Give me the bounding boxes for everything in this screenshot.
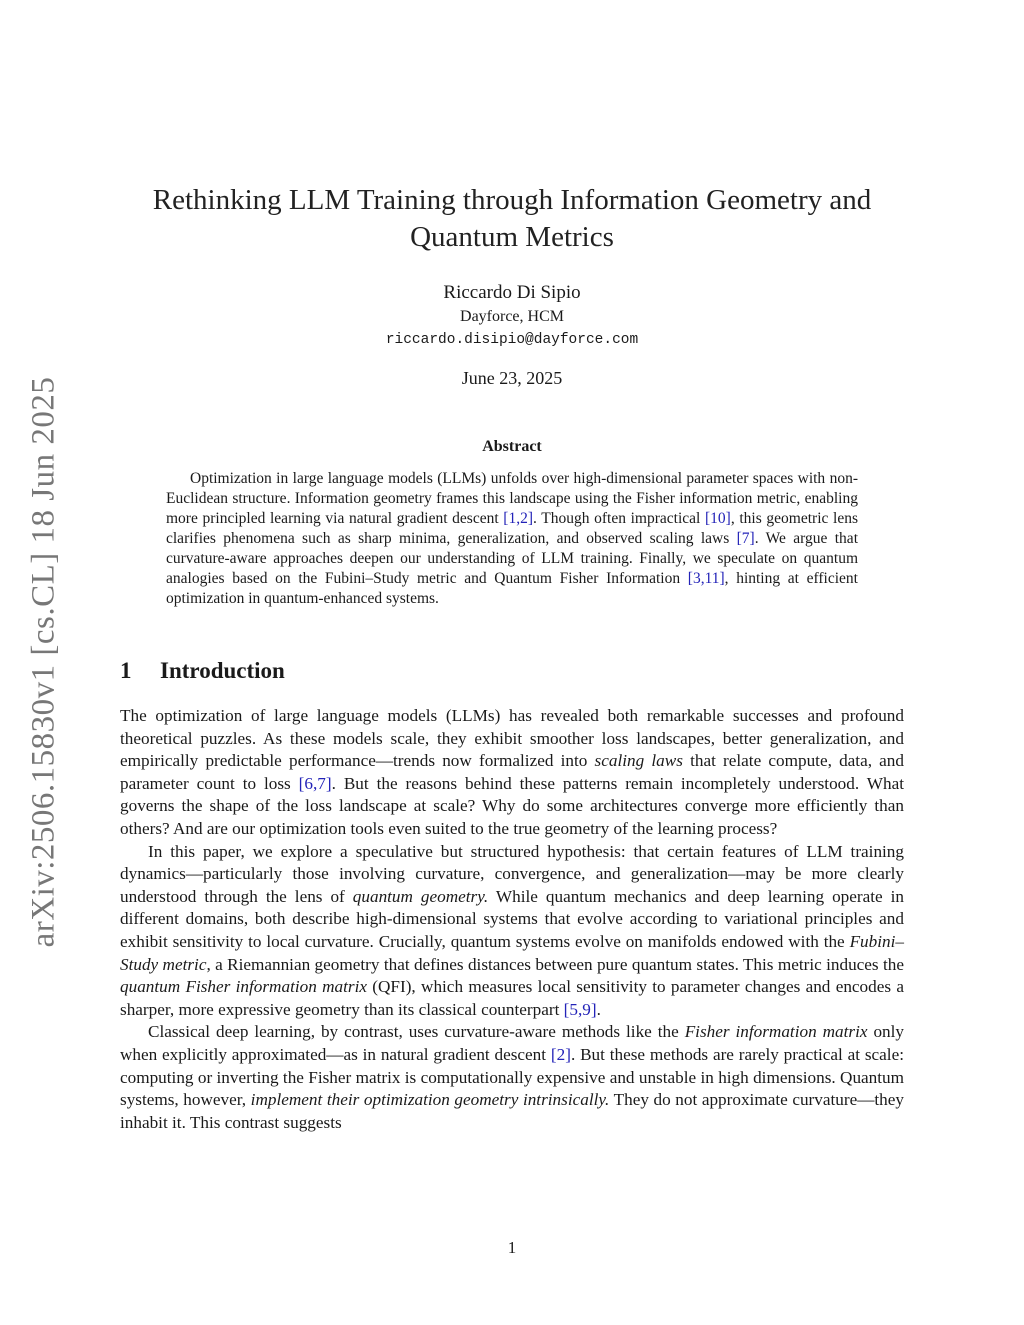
arxiv-identifier-stamp: arXiv:2506.15830v1 [cs.CL] 18 Jun 2025 <box>25 376 62 948</box>
paragraph-text-segment: . <box>596 999 601 1019</box>
abstract-text-segment: , this geometric lens clarifies phenomena such as sharp minima, generalization, and observed scaling laws <box>166 510 859 547</box>
citation-link[interactable]: [7] <box>736 530 755 547</box>
section-title: Introduction <box>160 658 285 683</box>
section-number: 1 <box>120 658 132 683</box>
abstract-text <box>166 469 858 609</box>
paragraph-text-segment: They do not approximate curvature—they inhabit it. This contrast suggests <box>120 1090 904 1132</box>
citation-link[interactable]: [6,7] <box>298 773 332 793</box>
paragraph-2 <box>120 841 904 1022</box>
paragraph-text-segment: that relate compute, data, and parameter count to loss <box>120 751 904 793</box>
author-email: riccardo.disipio@dayforce.com <box>385 332 639 348</box>
paragraph-1 <box>120 705 904 841</box>
paragraph-text-segment: , a Riemannian geometry that defines distances between pure quantum states. This metric induces the <box>206 954 904 974</box>
abstract-text-segment: . Though often impractical <box>533 510 705 527</box>
abstract-text-segment: . We argue that curvature-aware approaches deepen our understanding of LLM training. Finally, we speculate on quantum analogies based on the Fubini–Study metric and Quantum Fisher Information <box>166 530 858 587</box>
abstract-heading: Abstract <box>482 438 542 455</box>
emphasis-text: scaling laws <box>594 751 683 771</box>
abstract-text-segment: , hinting at efficient optimization in quantum-enhanced systems. <box>166 570 858 607</box>
introduction-body <box>120 705 904 1134</box>
emphasis-text: Fisher information matrix <box>684 1022 868 1042</box>
paper-title-line-2: Quantum Metrics <box>410 221 614 253</box>
paper-title-line-1: Rethinking LLM Training through Information Geometry and <box>152 184 872 216</box>
paragraph-text-segment: The optimization of large language models (LLMs) has revealed both remarkable successes and profound theoretical puzzles. As these models scale, they exhibit smoother loss landscapes, better generalization, and empirically predictable performance—trends now formalized into <box>120 706 904 771</box>
page-number: 1 <box>507 1238 517 1257</box>
paragraph-text-segment: . But the reasons behind these patterns remain incompletely understood. What governs the shape of the loss landscape at scale? Why do some architectures converge more efficiently than others? And are our optimization tools even suited to the true geometry of the learning process? <box>120 773 904 838</box>
paragraph-3 <box>120 1021 904 1134</box>
abstract-text-segment: Optimization in large language models (LLMs) unfolds over high-dimensional parameter spaces with non-Euclidean structure. Information geometry frames this landscape using the Fisher information metric, enabling more principled learning via natural gradient descent <box>166 470 858 527</box>
section-heading-introduction <box>120 658 285 684</box>
citation-link[interactable]: [10] <box>705 510 731 527</box>
emphasis-text: quantum Fisher information matrix <box>120 977 367 997</box>
paper-date: June 23, 2025 <box>461 368 563 388</box>
citation-link[interactable]: [2] <box>550 1044 571 1064</box>
author-affiliation: Dayforce, HCM <box>460 308 564 325</box>
emphasis-text: quantum geometry. <box>352 886 489 906</box>
citation-link[interactable]: [1,2] <box>503 510 533 527</box>
citation-link[interactable]: [5,9] <box>563 999 597 1019</box>
paper-title <box>120 182 904 256</box>
citation-link[interactable]: [3,11] <box>687 570 725 587</box>
paragraph-text-segment: While quantum mechanics and deep learning operate in different domains, both describe high-dimensional systems that evolve according to variational principles and exhibit sensitivity to local curvature. Crucially, quantum systems evolve on manifolds endowed with the <box>120 886 904 951</box>
emphasis-text: implement their optimization geometry intrinsically. <box>250 1090 610 1110</box>
paragraph-text-segment: only when explicitly approximated—as in natural gradient descent <box>120 1022 905 1064</box>
author-name: Riccardo Di Sipio <box>443 282 581 303</box>
paragraph-text-segment: In this paper, we explore a speculative but structured hypothesis: that certain features of LLM training dynamics—particularly those involving curvature, convergence, and generalization—may be more clearly understood through the lens of <box>120 841 904 906</box>
emphasis-text: Fubini–Study metric <box>120 931 904 974</box>
paragraph-text-segment: Classical deep learning, by contrast, uses curvature-aware methods like the <box>148 1022 685 1042</box>
paragraph-text-segment: (QFI), which measures local sensitivity to parameter changes and encodes a sharper, more expressive geometry than its classical counterpart <box>120 977 904 1019</box>
paragraph-text-segment: . But these methods are rarely practical at scale: computing or inverting the Fisher matrix is computationally expensive and unstable in high dimensions. Quantum systems, however, <box>120 1044 904 1110</box>
